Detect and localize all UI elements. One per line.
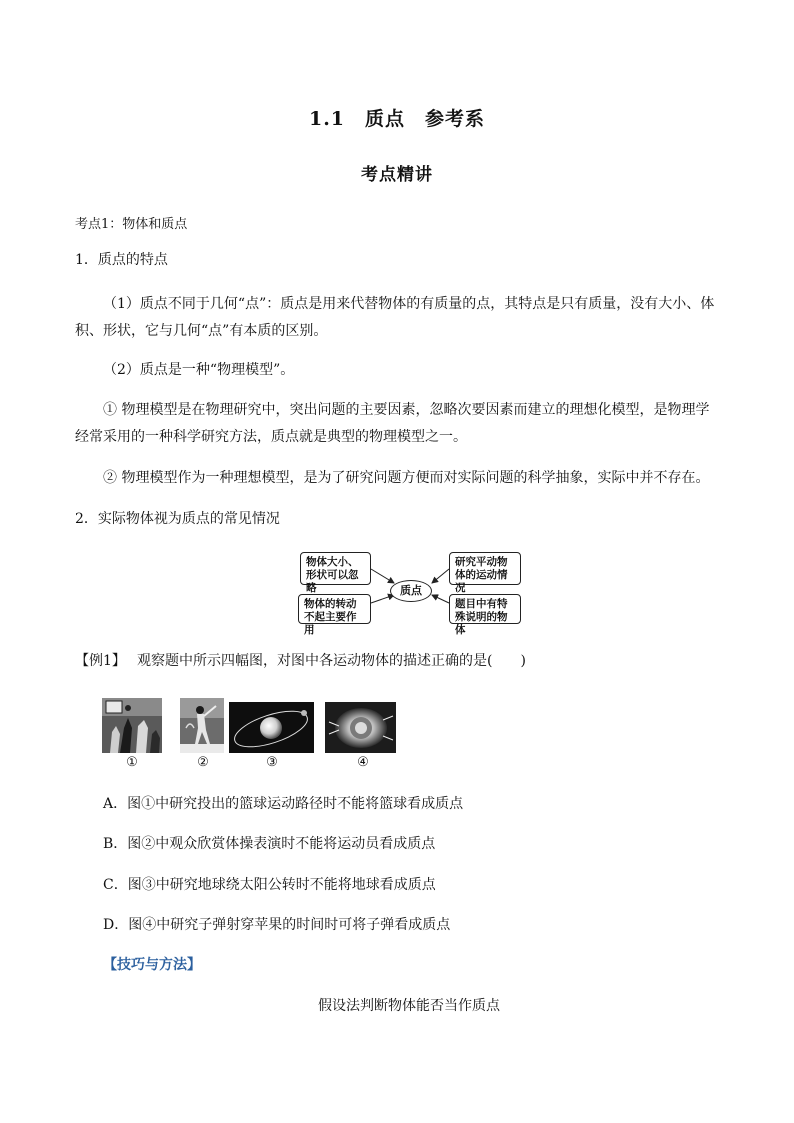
paragraph-3: ① 物理模型是在物理研究中，突出问题的主要因素，忽略次要因素而建立的理想化模型，是物理学经常采用的一种科学研究方法，质点就是典型的物理模型之一。 — [75, 402, 710, 445]
photo-earth-orbit — [229, 702, 314, 753]
option-a: A．图①中研究投出的篮球运动路径时不能将篮球看成质点 — [103, 796, 464, 812]
arrow-bottom-left — [371, 595, 394, 603]
photo-bullet-apple — [325, 702, 396, 753]
paragraph-4: ② 物理模型作为一种理想模型，是为了研究问题方便而对实际问题的科学抽象，实际中并不存在。 — [103, 470, 710, 486]
paragraph-1: （1）质点不同于几何“点”：质点是用来代替物体的有质量的点，其特点是只有质量，没有大小、体积、形状，它与几何“点”有本质的区别。 — [75, 296, 715, 339]
image-label-4: ④ — [357, 755, 369, 770]
kaodian-label: 考点1：物体和质点 — [75, 217, 188, 232]
diagram-box-bottom-left: 物体的转动不起主要作用 — [298, 594, 371, 624]
orbit-image — [229, 702, 314, 753]
diagram-box-bottom-right: 题目中有特殊说明的物体 — [449, 594, 521, 624]
diagram-box-top-right: 研究平动物体的运动情况 — [449, 552, 521, 585]
example-label: 【例1】 — [75, 653, 126, 669]
diagram-box-top-left: 物体大小、形状可以忽略 — [300, 552, 371, 585]
option-d: D．图④中研究子弹射穿苹果的时间时可将子弹看成质点 — [103, 917, 451, 933]
tips-line: 假设法判断物体能否当作质点 — [318, 998, 500, 1014]
section1-heading: 1．质点的特点 — [75, 252, 168, 268]
option-b: B．图②中观众欣赏体操表演时不能将运动员看成质点 — [103, 836, 436, 852]
option-c: C．图③中研究地球绕太阳公转时不能将地球看成质点 — [103, 877, 436, 893]
arrow-bottom-right — [432, 595, 449, 603]
diagram-center-node: 质点 — [390, 580, 432, 602]
image-label-3: ③ — [266, 755, 278, 770]
photo-basketball — [102, 698, 162, 753]
image-label-2: ② — [197, 755, 209, 770]
bullet-apple-image — [325, 702, 396, 753]
page-title: 1.1 质点 参考系 — [308, 108, 486, 130]
basketball-image — [102, 698, 162, 753]
example-question: 观察题中所示四幅图，对图中各运动物体的描述正确的是( ) — [137, 653, 526, 669]
paragraph-2: （2）质点是一种“物理模型”。 — [103, 362, 295, 378]
photo-gymnast — [180, 698, 224, 753]
section2-heading: 2．实际物体视为质点的常见情况 — [75, 511, 280, 527]
image-label-1: ① — [126, 755, 138, 770]
section-subtitle: 考点精讲 — [361, 165, 433, 185]
arrow-top-right — [432, 569, 449, 583]
arrow-top-left — [371, 569, 394, 583]
gymnast-image — [180, 698, 224, 753]
tips-label: 【技巧与方法】 — [103, 957, 201, 973]
